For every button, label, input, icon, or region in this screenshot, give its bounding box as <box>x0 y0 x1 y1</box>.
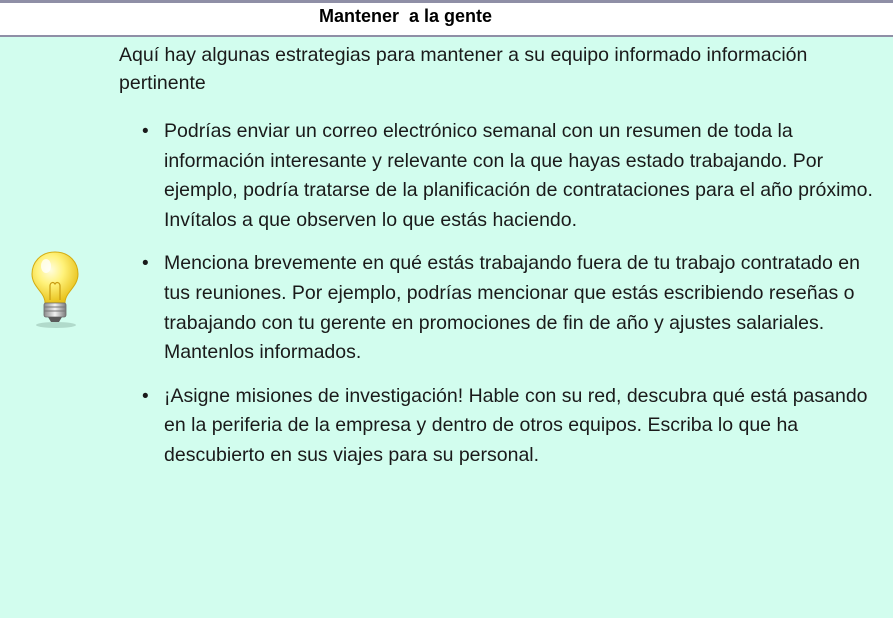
list-item-text: Podrías enviar un correo electrónico semanal con un resumen de toda la información interesante y relevante con la que hayas estado trabajando. Por ejemplo, podría tratarse de la planificación de contrataciones para el año próximo. Invítalos a que observen lo que estás haciendo. <box>164 120 873 231</box>
list-item <box>142 117 888 235</box>
bullet-icon: • <box>142 385 149 407</box>
lightbulb-icon <box>26 248 84 328</box>
strategy-list <box>142 117 888 485</box>
list-item-text: Menciona brevemente en qué estás trabajando fuera de tu trabajo contratado en tus reuniones. Por ejemplo, podrías mencionar que estás escribiendo reseñas o trabajando con tu gerente en promociones de fin de año y ajustes salariales. Mantenlos informados. <box>164 252 860 364</box>
slide-title: Mantener a la gente <box>319 6 493 26</box>
list-item <box>142 382 888 471</box>
slide-header <box>0 3 893 35</box>
bullet-icon: • <box>142 121 149 142</box>
intro-text: Aquí hay algunas estrategias para mantener a su equipo informado información pertinente <box>119 44 808 94</box>
list-item-text: ¡Asigne misiones de investigación! Hable con su red, descubra qué está pasando en la periferia de la empresa y dentro de otros equipos. Escriba lo que ha descubierto en sus viajes para su personal. <box>164 384 868 466</box>
content-panel <box>0 37 893 618</box>
bullet-icon: • <box>142 253 149 275</box>
list-item <box>142 249 888 367</box>
